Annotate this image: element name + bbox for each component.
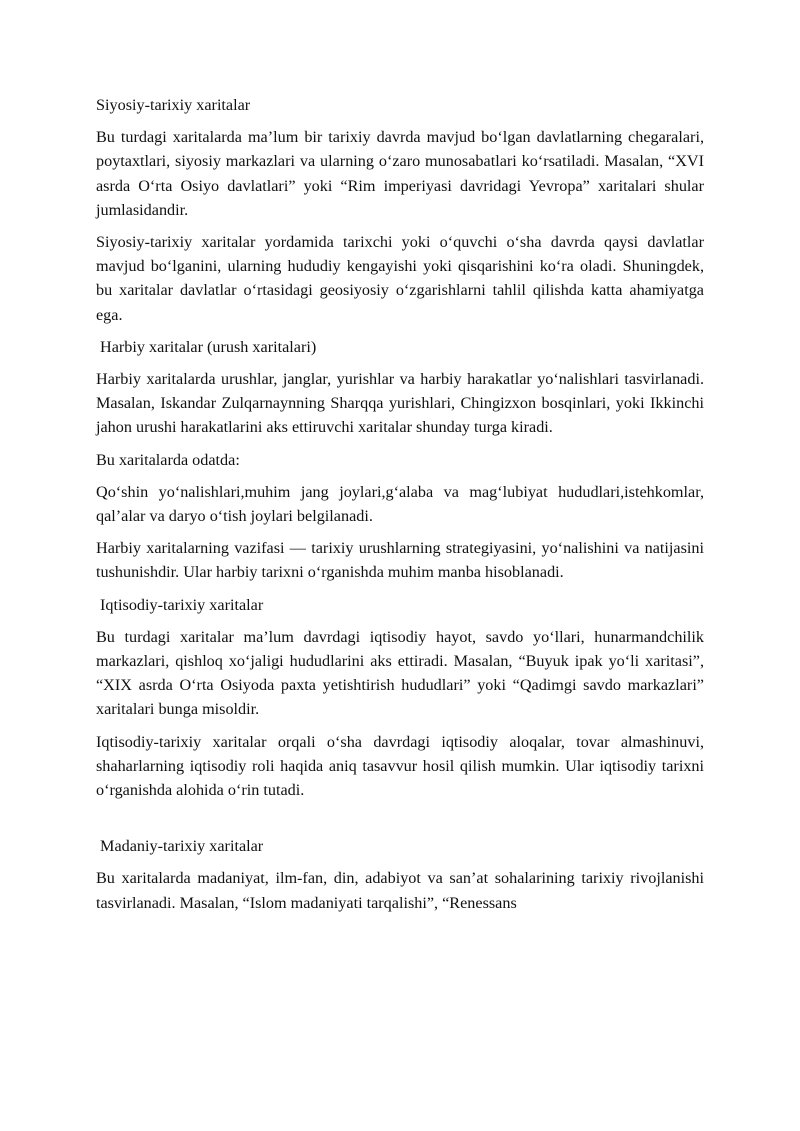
paragraph-political-1: Bu turdagi xaritalarda ma’lum bir tarixiy davrda mavjud bo‘lgan davlatlarning chegaralari, poytaxtlari, siyosiy markazlari va ularning o‘zaro munosabatlari ko‘rsatiladi. Masalan, “XVI asrda O‘rta Osiyo davlatlari” yoki “Rim imperiyasi davridagi Yevropa” xaritalari shular jumlasidandir. bbox=[96, 128, 704, 219]
paragraph-military-4: Harbiy xaritalarning vazifasi — tarixiy urushlarning strategiyasini, yo‘nalishini va natijasini tushunishdir. Ular harbiy tarixni o‘rganishda muhim manba hisoblanadi. bbox=[96, 539, 704, 582]
section-heading-cultural: Madaniy-tarixiy xaritalar bbox=[96, 837, 264, 856]
paragraph-economic-1: Bu turdagi xaritalar ma’lum davrdagi iqtisodiy hayot, savdo yo‘llari, hunarmandchilik markazlari, qishloq xo‘jaligi hududlarini aks ettiradi. Masalan, “Buyuk ipak yo‘li xaritasi”, “XIX asrda O‘rta Osiyoda paxta yetishtirish hududlari” yoki “Qadimgi savdo markazlari” xaritalari bunga misoldir. bbox=[96, 627, 704, 719]
paragraph-military-2: Bu xaritalarda odatda: bbox=[96, 450, 240, 469]
blank-line bbox=[96, 810, 704, 834]
section-heading-military: Harbiy xaritalar (urush xaritalari) bbox=[96, 337, 317, 356]
paragraph-political-2: Siyosiy-tarixiy xaritalar yordamida tarixchi yoki o‘quvchi o‘sha davrda qaysi davlatlar mavjud bo‘lganini, ularning hududiy kengayishi yoki qisqarishini ko‘ra oladi. Shuningdek, bu xaritalar davlatlar o‘rtasidagi geosiyosiy o‘zgarishlarni tahlil qilishda katta ahamiyatga ega. bbox=[96, 233, 704, 324]
paragraph-military-1: Harbiy xaritalarda urushlar, janglar, yurishlar va harbiy harakatlar yo‘nalishlari tasvirlanadi. Masalan, Iskandar Zulqarnaynning Sharqqa yurishlari, Chingizxon bosqinlari, yoki Ikkinchi jahon urushi harakatlarini aks ettiruvchi xaritalar shunday turga kiradi. bbox=[96, 370, 704, 437]
paragraph-military-3: Qo‘shin yo‘nalishlari,muhim jang joylari,g‘alaba va mag‘lubiyat hududlari,istehkomlar, qal’alar va daryo o‘tish joylari belgilanadi. bbox=[96, 482, 704, 526]
section-heading-economic: Iqtisodiy-tarixiy xaritalar bbox=[96, 595, 264, 614]
section-heading-political: Siyosiy-tarixiy xaritalar bbox=[96, 96, 251, 114]
paragraph-cultural-1: Bu xaritalarda madaniyat, ilm-fan, din, adabiyot va san’at sohalarining tarixiy rivojlanishi tasvirlanadi. Masalan, “Islom madaniyati tarqalishi”, “Renessans bbox=[96, 869, 704, 912]
paragraph-economic-2: Iqtisodiy-tarixiy xaritalar orqali o‘sha davrdagi iqtisodiy aloqalar, tovar almashinuvi, shaharlarning iqtisodiy roli haqida aniq tasavvur hosil qilish mumkin. Ular iqtisodiy tarixni o‘rganishda alohida o‘rin tutadi. bbox=[96, 732, 704, 800]
document-page bbox=[96, 93, 704, 923]
